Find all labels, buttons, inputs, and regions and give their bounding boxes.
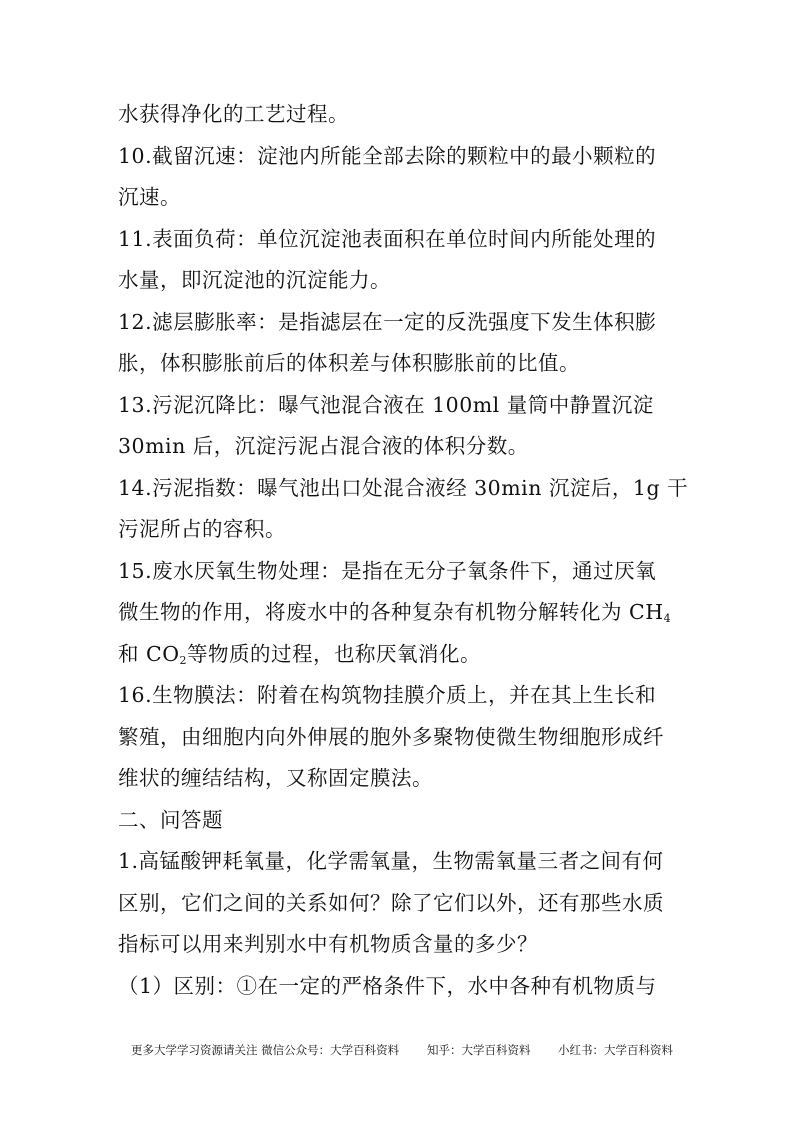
text-line: 指标可以用来判别水中有机物质含量的多少？ <box>118 932 538 956</box>
text-line: 16.生物膜法：附着在构筑物挂膜介质上，并在其上生长和 <box>118 683 657 707</box>
subscript: 4 <box>663 612 672 625</box>
footer-wechat: 更多大学学习资源请关注 微信公众号：大学百科资料 <box>131 1043 400 1057</box>
text-line: （1）区别：①在一定的严格条件下，水中各种有机物质与 <box>118 973 657 998</box>
text-line: 12.滤层膨胀率：是指滤层在一定的反洗强度下发生体积膨 <box>118 309 657 334</box>
text-segment: 微生物的作用，将废水中的各种复杂有机物分解转化为 CH <box>118 600 664 624</box>
text-line: 10.截留沉速：淀池内所能全部去除的颗粒中的最小颗粒的 <box>118 143 657 168</box>
document-body <box>118 94 689 1007</box>
text-line: 维状的缠结结构，又称固定膜法。 <box>118 766 433 790</box>
text-line: 15.废水厌氧生物处理：是指在无分子氧条件下，通过厌氧 <box>118 558 657 583</box>
footer-zhihu: 知乎：大学百科资料 <box>427 1043 531 1057</box>
text-line-with-subscript <box>118 592 678 634</box>
text-segment: 和 CO <box>118 641 180 666</box>
footer-xiaohongshu: 小红书：大学百科资料 <box>558 1043 673 1057</box>
text-line: 繁殖，由细胞内向外伸展的胞外多聚物使微生物细胞形成纤 <box>118 724 664 749</box>
subscript: 2 <box>179 653 188 667</box>
section-heading: 二、问答题 <box>118 807 223 832</box>
text-line-with-subscript <box>118 634 678 676</box>
text-line: 水获得净化的工艺过程。 <box>118 102 349 126</box>
text-line: 14.污泥指数：曝气池出口处混合液经 30min 沉淀后，1g 干 <box>118 475 689 500</box>
text-line: 胀，体积膨胀前后的体积差与体积膨胀前的比值。 <box>118 351 580 375</box>
text-line: 1.高锰酸钾耗氧量，化学需氧量，生物需氧量三者之间有何 <box>118 849 664 873</box>
text-segment: 等物质的过程，也称厌氧消化。 <box>187 641 482 666</box>
text-line: 11.表面负荷：单位沉淀池表面积在单位时间内所能处理的 <box>118 226 657 251</box>
text-line: 水量，即沉淀池的沉淀能力。 <box>118 268 391 292</box>
text-line: 13.污泥沉降比：曝气池混合液在 100ml 量筒中静置沉淀 <box>118 392 654 417</box>
text-line: 沉速。 <box>118 185 181 209</box>
text-line: 污泥所占的容积。 <box>118 517 286 541</box>
page-footer <box>0 1040 793 1060</box>
text-line: 区别，它们之间的关系如何？除了它们以外，还有那些水质 <box>118 890 664 915</box>
text-line: 30min 后，沉淀污泥占混合液的体积分数。 <box>118 434 529 458</box>
